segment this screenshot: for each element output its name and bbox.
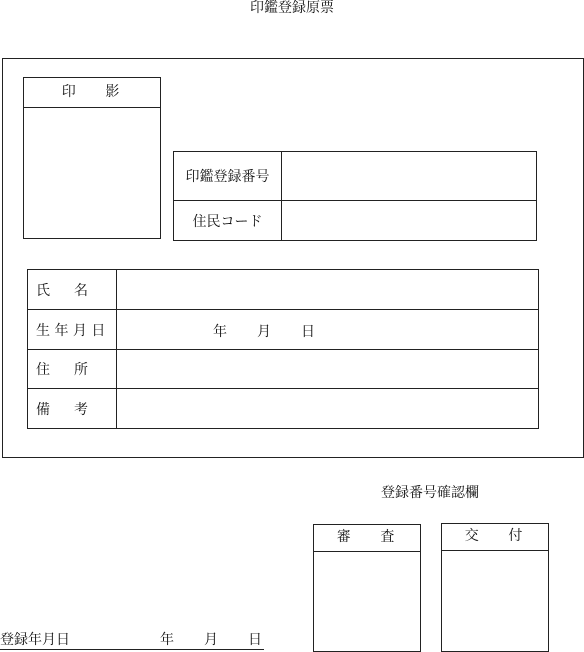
registration-day-unit: 日 bbox=[248, 632, 262, 648]
birth-month-unit: 月 bbox=[257, 324, 271, 340]
registration-month-unit: 月 bbox=[204, 632, 218, 648]
name-label-cell bbox=[28, 270, 117, 310]
address-label: 住 所 bbox=[36, 362, 89, 378]
registration-year-unit: 年 bbox=[160, 632, 174, 648]
confirmation-title: 登録番号確認欄 bbox=[381, 485, 479, 501]
remarks-field[interactable] bbox=[117, 389, 539, 429]
name-field[interactable] bbox=[117, 270, 539, 310]
registration-table bbox=[173, 151, 537, 241]
birth-day-unit: 日 bbox=[301, 324, 315, 340]
address-field[interactable] bbox=[117, 350, 539, 389]
birth-date-field[interactable] bbox=[117, 310, 539, 350]
birth-label-cell bbox=[28, 310, 117, 350]
name-label: 氏 名 bbox=[36, 282, 89, 299]
registration-date-label: 登録年月日 bbox=[0, 632, 70, 648]
registration-number-field[interactable] bbox=[282, 152, 537, 201]
issue-box bbox=[441, 523, 549, 652]
seal-impression-header: 印 影 bbox=[24, 78, 160, 108]
review-box bbox=[313, 524, 421, 652]
birth-label: 生 年 月 日 bbox=[36, 322, 106, 339]
seal-impression-box bbox=[23, 77, 161, 239]
personal-info-table bbox=[27, 269, 539, 429]
remarks-label-cell bbox=[28, 389, 117, 429]
resident-code-label: 住民コード bbox=[174, 201, 282, 241]
registration-number-label: 印鑑登録番号 bbox=[174, 152, 282, 201]
page-title: 印鑑登録原票 bbox=[250, 0, 334, 16]
remarks-label: 備 考 bbox=[36, 401, 89, 418]
birth-year-unit: 年 bbox=[213, 324, 227, 340]
issue-header: 交 付 bbox=[442, 524, 548, 551]
review-header: 審 査 bbox=[314, 525, 420, 552]
address-label-cell bbox=[28, 350, 117, 389]
resident-code-field[interactable] bbox=[282, 201, 537, 241]
registration-date-line[interactable] bbox=[0, 632, 264, 650]
